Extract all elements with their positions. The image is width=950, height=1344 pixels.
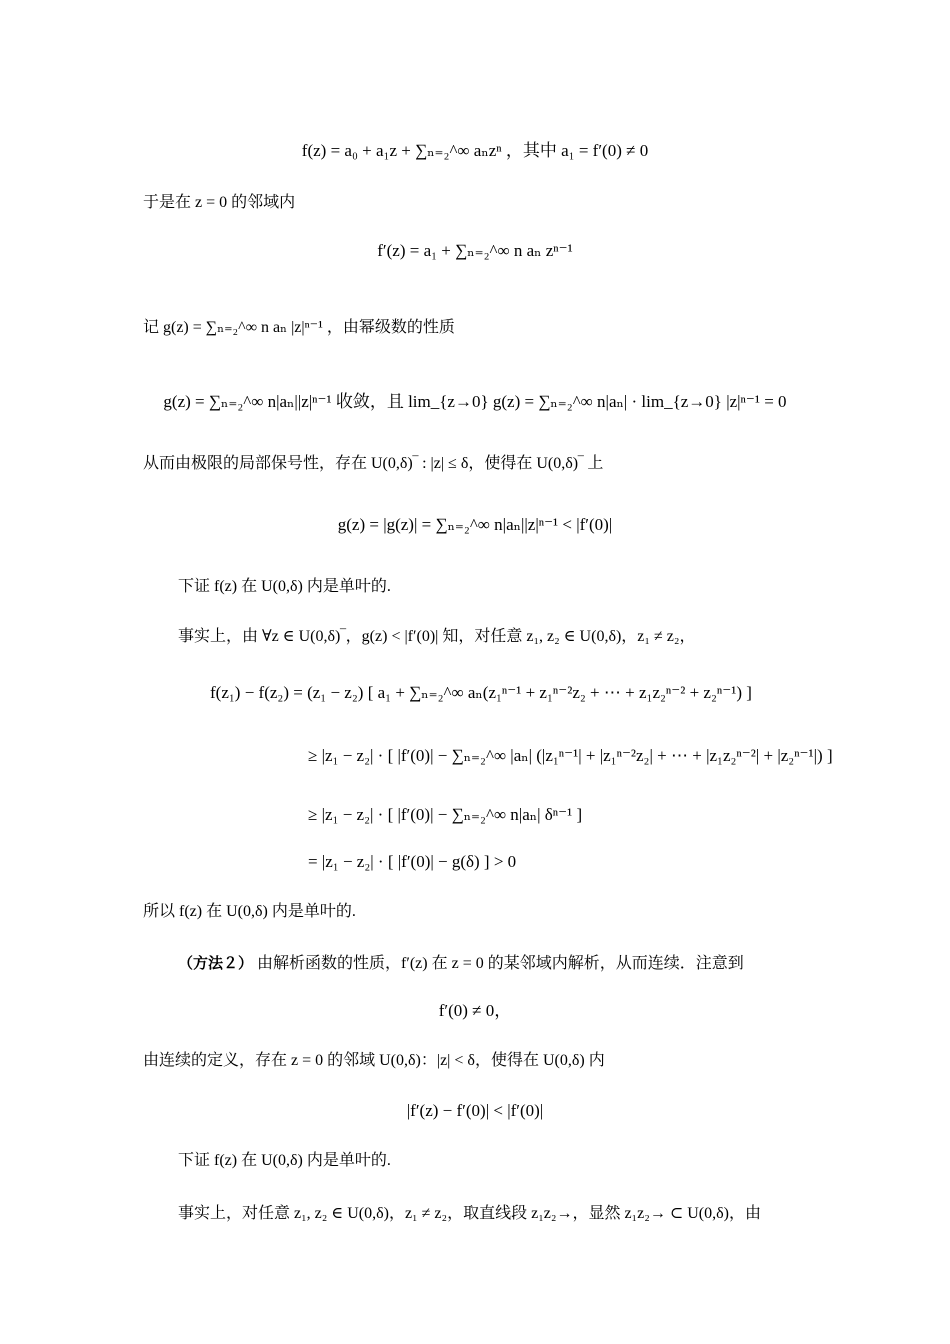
text-claim-univalent: 下证 f(z) 在 U(0,δ) 内是单叶的. <box>178 578 391 595</box>
equation-inequality-step-1: ≥ |z₁ − z₂| · [ |f′(0)| − ∑ₙ₌₂^∞ |aₙ| (|z₁ⁿ⁻¹| + |z₁ⁿ⁻²z₂| + ⋯ + |z₁z₂ⁿ⁻²| + |z₂ⁿ⁻¹|) ] <box>308 746 833 765</box>
equation-derivative-series: f′(z) = a₁ + ∑ₙ₌₂^∞ n aₙ zⁿ⁻¹ <box>377 241 573 260</box>
equation-derivative-difference-bound: |f′(z) − f′(0)| < |f′(0)| <box>406 1101 544 1120</box>
text-claim-univalent-2: 下证 f(z) 在 U(0,δ) 内是单叶的. <box>178 1152 391 1169</box>
method-2-label: （方法２） <box>178 954 254 972</box>
equation-difference-expansion: f(z₁) − f(z₂) = (z₁ − z₂) [ a₁ + ∑ₙ₌₂^∞ aₙ(z₁ⁿ⁻¹ + z₁ⁿ⁻²z₂ + ⋯ + z₁z₂ⁿ⁻² + z₂ⁿ⁻¹) ] <box>210 683 752 702</box>
equation-power-series-expansion: f(z) = a₀ + a₁z + ∑ₙ₌₂^∞ aₙzⁿ ，其中 a₁ = f′(0) ≠ 0 <box>301 141 649 160</box>
text-sign-preservation: 从而由极限的局部保号性，存在 U(0,δ)‾ : |z| ≤ δ，使得在 U(0,δ)‾ 上 <box>143 455 604 472</box>
text-fact-segment: 事实上，对任意 z₁, z₂ ∈ U(0,δ)，z₁ ≠ z₂，取直线段 z₁z₂→，显然 z₁z₂→ ⊂ U(0,δ)，由 <box>178 1205 761 1222</box>
text-conclusion-univalent: 所以 f(z) 在 U(0,δ) 内是单叶的. <box>143 903 356 920</box>
equation-g-convergence-limit: g(z) = ∑ₙ₌₂^∞ n|aₙ||z|ⁿ⁻¹ 收敛，且 lim_{z→0} g(z) = ∑ₙ₌₂^∞ n|aₙ| · lim_{z→0} |z|ⁿ⁻¹ = 0 <box>163 392 787 411</box>
equation-derivative-nonzero: f′(0) ≠ 0， <box>438 1001 512 1020</box>
equation-inequality-step-3: = |z₁ − z₂| · [ |f′(0)| − g(δ) ] > 0 <box>308 852 517 871</box>
method-2-paragraph <box>178 952 744 975</box>
text-define-g: 记 g(z) = ∑ₙ₌₂^∞ n aₙ |z|ⁿ⁻¹ ，由幂级数的性质 <box>143 319 455 336</box>
text-fact-statement: 事实上，由 ∀z ∈ U(0,δ)‾，g(z) < |f′(0)| 知，对任意 z₁, z₂ ∈ U(0,δ)，z₁ ≠ z₂， <box>178 628 696 645</box>
method-2-text: 由解析函数的性质，f′(z) 在 z = 0 的某邻域内解析，从而连续．注意到 <box>257 955 744 972</box>
text-neighborhood-intro: 于是在 z = 0 的邻域内 <box>143 194 296 211</box>
equation-g-bound: g(z) = |g(z)| = ∑ₙ₌₂^∞ n|aₙ||z|ⁿ⁻¹ < |f′(0)| <box>337 515 613 534</box>
text-continuity-definition: 由连续的定义，存在 z = 0 的邻域 U(0,δ)：|z| < δ，使得在 U(0,δ) 内 <box>143 1052 605 1069</box>
equation-inequality-step-2: ≥ |z₁ − z₂| · [ |f′(0)| − ∑ₙ₌₂^∞ n|aₙ| δⁿ⁻¹ ] <box>308 805 583 824</box>
